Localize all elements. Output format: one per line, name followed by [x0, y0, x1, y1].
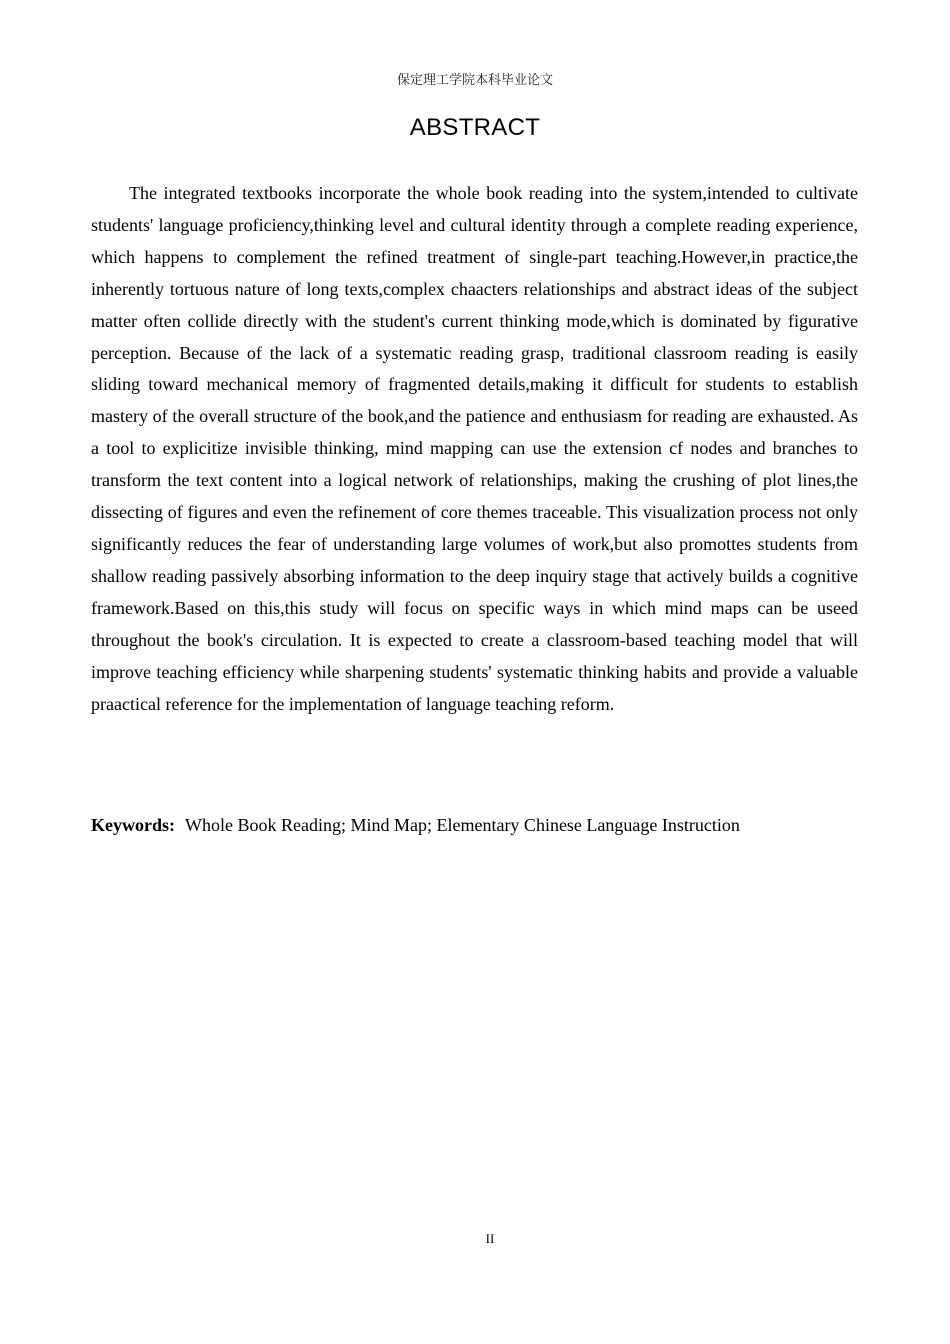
page-number: II — [485, 1231, 495, 1246]
page-number-footer — [0, 1231, 950, 1247]
abstract-title: ABSTRACT — [409, 114, 541, 141]
running-header: 保定理工学院本科毕业论文 — [396, 73, 553, 88]
keywords-value: Whole Book Reading; Mind Map; Elementary Chinese Language Instruction — [185, 815, 740, 835]
abstract-body: The integrated textbooks incorporate the whole book reading into the system,intended to cultivate students' language proficiency,thinking level and cultural identity through a complete reading experience, which happens to complement the refined treatment of single-part teaching.However,in practice,the inherently tortuous nature of long texts,complex chaacters relationships and abstract ideas of the subject matter often collide directly with the student's current thinking mode,which is dominated by figurative perception. Because of the lack of a systematic reading grasp, traditional classroom reading is easily sliding toward mechanical memory of fragmented details,making it difficult for students to establish mastery of the overall structure of the book,and the patience and enthusiasm for reading are exhausted. As a tool to explicitize invisible thinking, mind mapping can use the extension cf nodes and branches to transform the text content into a logical network of relationships, making the crushing of plot lines,the dissecting of figures and even the refinement of core themes traceable. This visualization process not only significantly reduces the fear of understanding large volumes of work,but also promottes students from shallow reading passively absorbing information to the deep inquiry stage that actively builds a cognitive framework.Based on this,this study will focus on specific ways in which mind maps can be useed throughout the book's circulation. It is expected to create a classroom-based teaching model that will improve teaching efficiency while sharpening students' systematic thinking habits and provide a valuable praactical reference for the implementation of language teaching reform. — [91, 183, 858, 714]
keywords-line — [91, 811, 858, 839]
keywords-label: Keywords: — [91, 815, 175, 835]
